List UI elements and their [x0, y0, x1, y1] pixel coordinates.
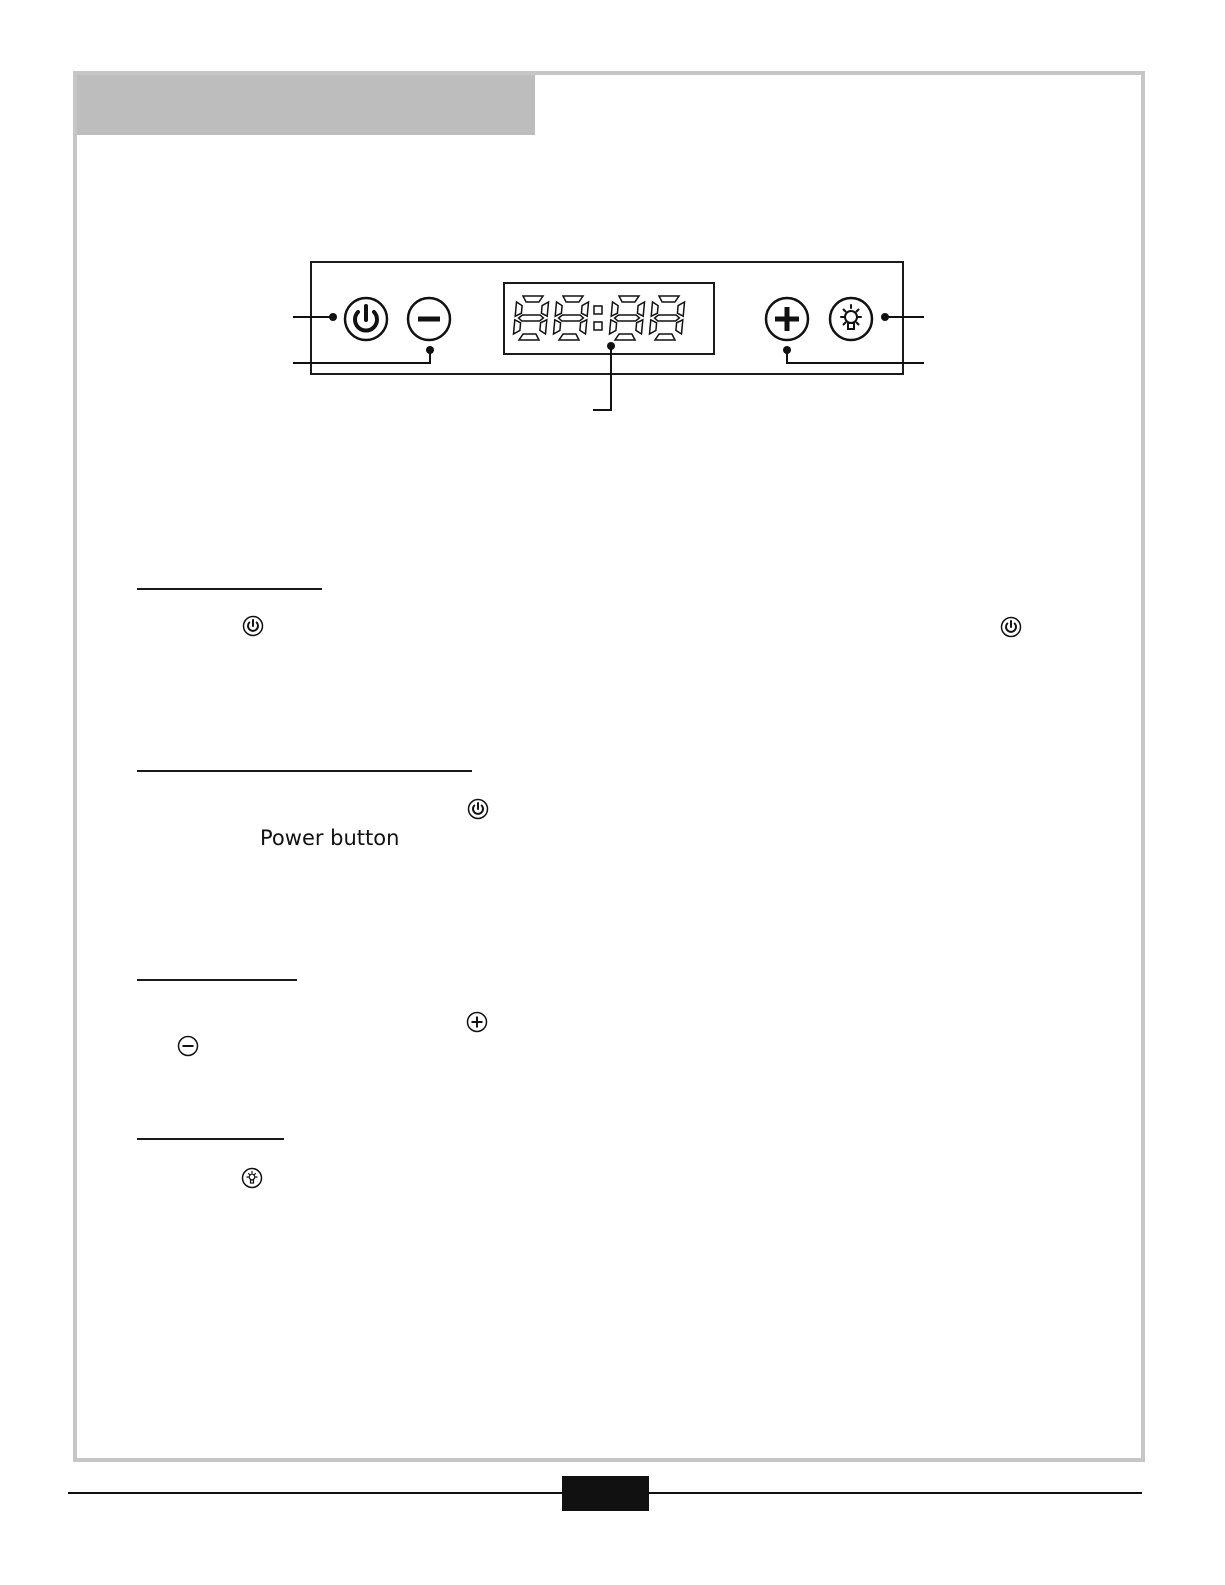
display-segment — [519, 334, 539, 340]
plus-icon — [764, 296, 810, 342]
power-icon — [467, 798, 489, 820]
power-icon — [1000, 616, 1022, 638]
section-rule-power — [137, 588, 322, 590]
display-segment — [514, 320, 521, 334]
display-segment — [610, 320, 617, 334]
display-colon-dot — [594, 306, 602, 314]
display-colon-dot — [594, 322, 602, 330]
display-segment — [554, 320, 561, 334]
digital-display — [503, 282, 715, 355]
display-segment — [523, 296, 543, 302]
section-rule-speed — [137, 979, 297, 981]
plus-button[interactable] — [764, 296, 810, 342]
display-segment — [677, 302, 684, 316]
minus-button[interactable] — [406, 296, 452, 342]
inline-power-button[interactable] — [242, 615, 264, 637]
display-segment — [655, 334, 675, 340]
inline-light-button[interactable] — [241, 1167, 263, 1189]
display-segment — [637, 302, 644, 316]
display-segment — [615, 334, 635, 340]
display-segment — [555, 302, 562, 316]
power-button-caption: Power button — [260, 826, 400, 850]
display-segment — [541, 302, 548, 316]
display-segment — [515, 302, 522, 316]
display-segment — [540, 320, 547, 334]
inline-minus-button[interactable] — [177, 1035, 199, 1057]
display-segment — [676, 320, 683, 334]
display-segment — [650, 320, 657, 334]
minus-icon — [177, 1035, 199, 1057]
section-rule-timer — [137, 770, 472, 772]
display-segment — [619, 296, 639, 302]
page-number-tab — [562, 1476, 649, 1511]
display-segment — [611, 302, 618, 316]
inline-power-button[interactable] — [1000, 616, 1022, 638]
display-segment — [659, 296, 679, 302]
display-segment — [563, 296, 583, 302]
display-segment — [519, 315, 544, 321]
section-rule-light — [137, 1138, 284, 1140]
plus-icon — [466, 1011, 488, 1033]
display-segment — [655, 315, 680, 321]
power-button[interactable] — [343, 296, 389, 342]
display-segment — [636, 320, 643, 334]
display-segment — [651, 302, 658, 316]
display-segment — [615, 315, 640, 321]
light-bulb-icon — [828, 296, 874, 342]
power-icon — [242, 615, 264, 637]
display-digits — [505, 284, 713, 353]
light-button[interactable] — [828, 296, 874, 342]
inline-power-button[interactable] — [467, 798, 489, 820]
section-header-tab — [77, 75, 535, 135]
display-segment — [559, 334, 579, 340]
display-segment — [581, 302, 588, 316]
light-bulb-icon — [241, 1167, 263, 1189]
minus-icon — [406, 296, 452, 342]
display-segment — [580, 320, 587, 334]
power-icon — [343, 296, 389, 342]
display-segment — [559, 315, 584, 321]
inline-plus-button[interactable] — [466, 1011, 488, 1033]
